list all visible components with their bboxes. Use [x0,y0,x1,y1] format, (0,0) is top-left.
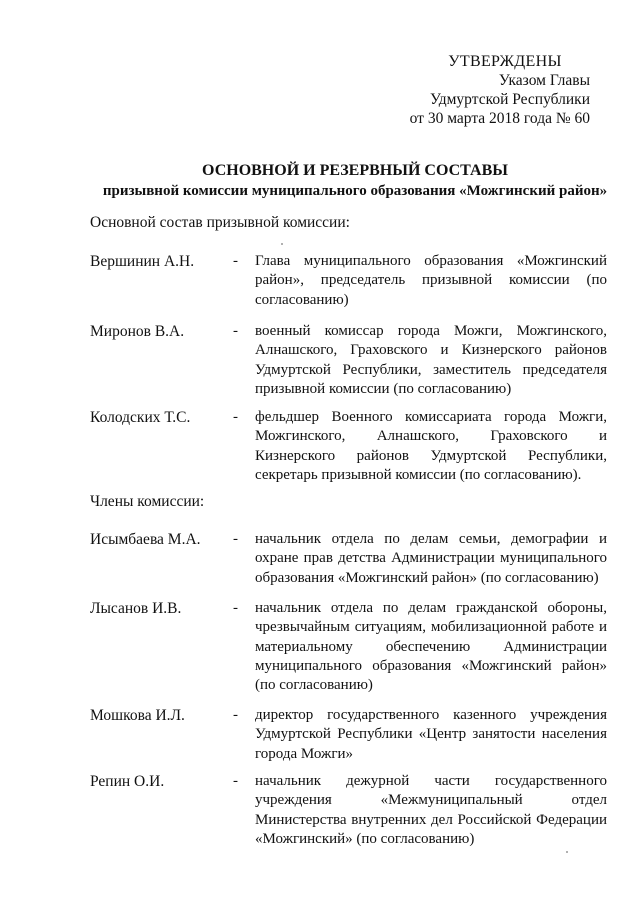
approval-title: УТВЕРЖДЕНЫ [448,53,562,70]
member-role: начальник отдела по делам гражданской обороны, чрезвычайным ситуациям, мобилизационной работе и материальному обеспечению Администрации муниципального образования «Можгинский район» (по согласованию) [255,600,607,694]
scan-speck [566,851,568,853]
document-subtitle: призывной комиссии муниципального образования «Можгинский район» [102,183,608,199]
approval-line-decree: Указом Главы [498,72,590,89]
member-dash: - [233,707,238,723]
document-title-block [90,161,620,201]
approval-line-date: от 30 марта 2018 года № 60 [409,110,590,127]
member-dash: - [233,773,238,789]
approval-line-republic: Удмуртской Республики [429,91,590,108]
member-dash: - [233,600,238,616]
document-title: ОСНОВНОЙ И РЕЗЕРВНЫЙ СОСТАВЫ [202,162,508,179]
scan-speck [281,243,283,245]
member-name: Колодских Т.С. [90,409,191,426]
member-role: военный комиссар города Можги, Можгинского, Алнашского, Граховского и Кизнерского районов Удмуртской Республики, заместитель председателя призывной комиссии (по согласованию) [255,323,607,397]
member-role: директор государственного казенного учреждения Удмуртской Республики «Центр занятости населения города Можги» [255,707,607,762]
member-name: Репин О.И. [90,773,165,790]
main-composition-heading: Основной состав призывной комиссии: [90,214,350,231]
member-role: начальник дежурной части государственного учреждения «Межмуниципальный отдел Министерства внутренних дел Российской Федерации «Можгинский» (по согласованию) [255,773,607,847]
member-dash: - [233,323,238,339]
member-name: Исымбаева М.А. [90,531,201,548]
member-role: Глава муниципального образования «Можгинский район», председатель призывной комиссии (по согласованию) [255,253,607,308]
member-dash: - [233,531,238,547]
member-dash: - [233,409,238,425]
member-name: Вершинин А.Н. [90,253,195,270]
approval-stamp-block [360,52,590,128]
member-name: Мошкова И.Л. [90,707,185,724]
commission-members-heading: Члены комиссии: [90,493,205,510]
member-name: Миронов В.А. [90,323,185,340]
member-dash: - [233,253,238,269]
member-role: начальник отдела по делам семьи, демографии и охране прав детства Администрации муниципального образования «Можгинский район» (по согласованию) [255,531,607,586]
member-role: фельдшер Военного комиссариата города Можги, Можгинского, Алнашского, Граховского и Кизнерского районов Удмуртской Республики, секретарь призывной комиссии (по согласованию). [255,409,607,483]
member-name: Лысанов И.В. [90,600,182,617]
